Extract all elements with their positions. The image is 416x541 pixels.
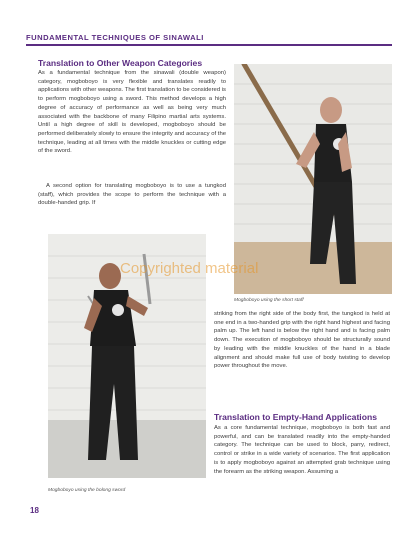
caption-short-staff: Mogboboyo using the short staff [234, 298, 304, 303]
paragraph-weapon-categories: As a fundamental technique from the sinawali (double weapon) category, mogboboyo is very flexible and translates readily to applications with other weapons. The first translation to be considered is to perform mogboboyo using a sword. This method develops a high degree of accuracy of performance as well as being very much associated with the backbone of many Filipino martial arts systems. Until a high degree of skill is developed, mogboboyo should be performed deliberately slowly to ensure the integrity and accuracy of the technique, leading at all times with the middle knuckles or cutting edge of the sword. [38, 70, 226, 155]
paragraph-empty-hand: As a core fundamental technique, mogboboyo is both fast and powerful, and can be translated readily into the empty-handed category. The technique can be used to block, parry, redirect, control or strike in a wide variety of scenarios. The first application is to apply mogboboyo against an attempted grab technique using the forearm as the striking weapon. Assuming a [214, 425, 390, 475]
copyright-watermark: Copyrighted material [120, 260, 259, 277]
page-number: 18 [30, 506, 39, 515]
paragraph-staff-technique: striking from the right side of the body first, the tungkod is held at one end in a two-handed grip with the right hand highest and facing palm up. The left hand is below the right hand and is facing palm down. The execution of mogboboyo should be structurally sound by leading with the middle knuckles of the hand in a blade alignment and should make full use of body twisting to develop power throughout the move. [214, 311, 390, 370]
header-rule [26, 44, 392, 46]
section-title-weapon-categories: Translation to Other Weapon Categories [38, 58, 203, 68]
running-head: FUNDAMENTAL TECHNIQUES OF SINAWALI [26, 33, 204, 42]
caption-bolong-sword: Mogboboyo using the bolong sword [48, 488, 126, 493]
section-title-empty-hand: Translation to Empty-Hand Applications [214, 412, 377, 422]
paragraph-second-option: A second option for translating mogboboyo is to use a tungkod (staff), which provides the scope to perform the technique with a double-handed grip. If [38, 183, 226, 207]
